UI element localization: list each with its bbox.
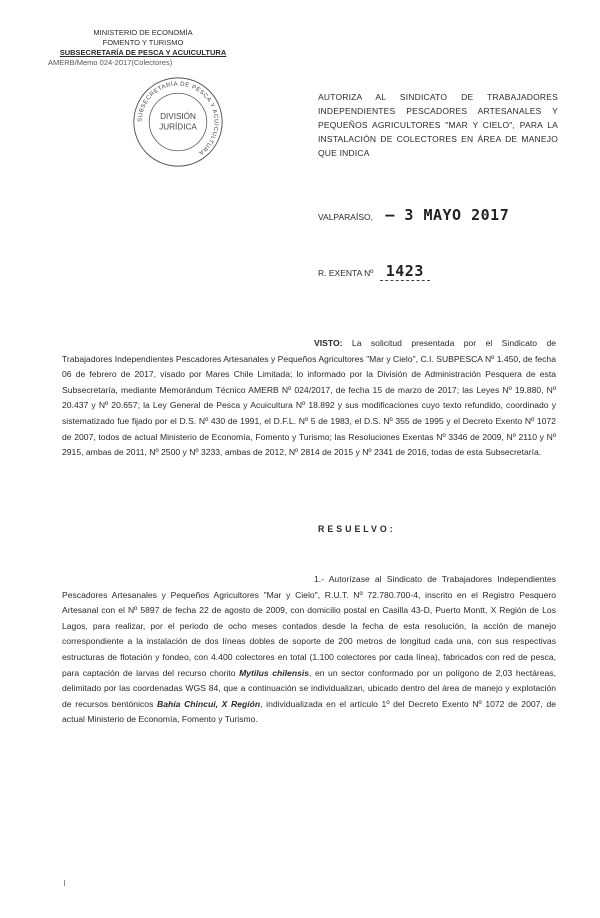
date-line bbox=[318, 206, 509, 224]
seal-ring-text: SUBSECRETARÍA DE PESCA Y ACUICULTURA bbox=[137, 81, 219, 156]
subsecretaria-name: SUBSECRETARÍA DE PESCA Y ACUICULTURA bbox=[59, 48, 227, 57]
seal-center-line-1: DIVISIÓN bbox=[160, 112, 196, 122]
exenta-label: R. EXENTA Nº bbox=[318, 268, 374, 278]
area-name: Bahía Chincui, X Región bbox=[157, 698, 261, 709]
exenta-number: 1423 bbox=[380, 262, 430, 281]
paragraph-1-body-b: , en un sector conformado por un polígono de 2,03 hectáreas, delimitado por las coordenadas WGS 84, que a continuación se individualizan, ubicado dentro del área de manejo y explotación de recursos bentónicos bbox=[62, 667, 556, 709]
resolution-subject: AUTORIZA AL SINDICATO DE TRABAJADORES INDEPENDIENTES PESCADORES ARTESANALES Y PEQUEÑOS AGRICULTORES "MAR Y CIELO", PARA LA INSTALACIÓN DE COLECTORES EN ÁREA DE MANEJO QUE INDICA bbox=[318, 92, 558, 158]
division-juridica-seal-icon bbox=[130, 74, 226, 170]
resuelvo-heading: RESUELVO: bbox=[318, 524, 396, 534]
paragraph-1-body-a: Independientes Pescadores Artesanales y Pequeños Agricultores "Mar y Cielo", R.U.T. Nº 72.780.700-4, inscrito en el Registro Pesquero Artesanal con el Nº 5897 de fecha 22 de agosto de 2009, con domicilio postal en Casilla 43-D, Puerto Montt, X Región de Los Lagos, para realizar, por el periodo de ocho meses contados desde la fecha de esta resolución, la acción de manejo correspondiente a la instalación de dos líneas dobles de soporte de 200 metros de longitud cada una, con sus respectivas estructuras de flotación y fondeo, con 4.400 colectores en total (1.100 colectores por cada línea), fabricados con red de pesca, para captación de larvas del recurso chorito bbox=[62, 574, 556, 678]
visto-paragraph bbox=[62, 336, 556, 461]
date-stamp: – 3 MAYO 2017 bbox=[385, 206, 510, 224]
date-label: VALPARAÍSO, bbox=[318, 212, 373, 222]
margin-mark bbox=[64, 880, 71, 886]
ministry-name: MINISTERIO DE ECONOMÍA bbox=[93, 28, 193, 37]
visto-lead: VISTO: bbox=[314, 338, 343, 348]
paragraph-1-lead: 1.- Autorízase al Sindicato de Trabajadores bbox=[314, 574, 493, 584]
resolution-paragraph-1 bbox=[62, 572, 556, 728]
paragraph-1-body-c: , individualizada en el artículo 1º del Decreto Exento Nº 1072 de 2007, de actual Ministerio de Economía, Fomento y Turismo. bbox=[62, 698, 556, 725]
ministry-header bbox=[48, 28, 238, 68]
visto-body: La solicitud presentada por el Sindicato de Trabajadores Independientes Pescadores Artesanales y Pequeños Agricultores "Mar y Cielo", C.I. SUBPESCA Nº 1.450, de fecha 06 de febrero de 2017, visado por Mares Chile Limitada; lo informado por la División de Administración Pesquera de esta Subsecretaría, mediante Memorándum Técnico AMERB Nº 024/2017, de fecha 15 de marzo de 2017; las Leyes Nº 19.880, Nº 20.437 y Nº 20.657; la Ley General de Pesca y Acuicultura Nº 18.892 y sus modificaciones cuyo texto refundido, coordinado y sistematizado fue fijado por el D.S. Nº 430 de 1991, el D.F.L. Nº 5 de 1983, el D.S. Nº 355 de 1995 y el Decreto Exento Nº 1072 de 2007, todos de actual Ministerio de Economía, Fomento y Turismo; las Resoluciones Exentas Nº 3346 de 2009, Nº 2110 y Nº 2915, ambas de 2011, Nº 2500 y Nº 3233, ambas de 2012, Nº 2814 de 2015 y Nº 2341 de 2016, todas de esta Subsecretaría. bbox=[62, 338, 556, 458]
species-name: Mytilus chilensis bbox=[239, 667, 310, 678]
ministry-name-2: FOMENTO Y TURISMO bbox=[102, 38, 184, 47]
memo-reference: AMERB/Memo 024-2017(Colectores) bbox=[48, 58, 173, 67]
seal-center-line-2: JURÍDICA bbox=[159, 122, 197, 132]
exenta-line bbox=[318, 262, 430, 280]
